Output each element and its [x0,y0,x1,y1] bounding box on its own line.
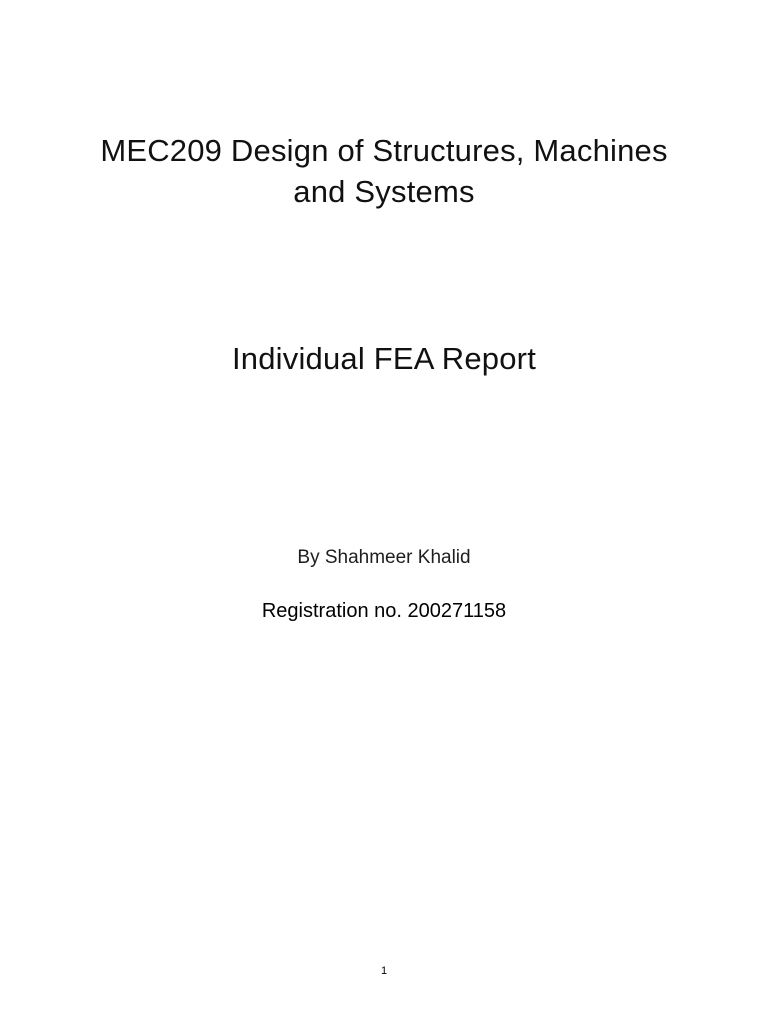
report-title: Individual FEA Report [231,341,537,376]
page-number: 1 [380,965,388,977]
course-title-line-2: and Systems [293,174,475,209]
author-line: By Shahmeer Khalid [297,547,471,568]
course-title [60,130,708,212]
course-title-line-1: MEC209 Design of Structures, Machines [100,133,668,168]
registration-number: Registration no. 200271158 [261,600,507,622]
